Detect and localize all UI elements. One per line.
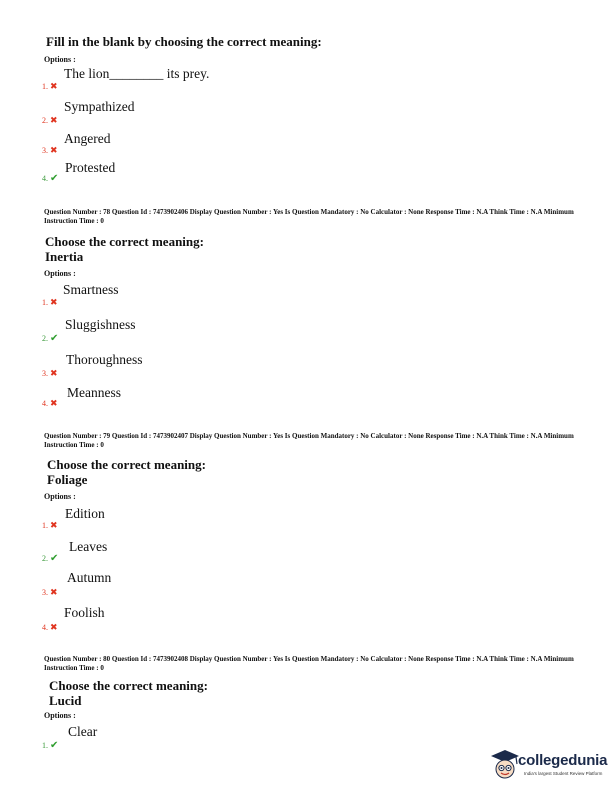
- option-79-3-marker: [42, 582, 58, 600]
- option-79-1-marker: [42, 515, 58, 533]
- question-78-title: Choose the correct meaning:: [45, 234, 204, 249]
- option-77-2-marker: [42, 110, 58, 128]
- option-number: 3.: [42, 369, 48, 378]
- option-80-1-marker: [42, 735, 58, 753]
- option-number: 1.: [42, 521, 48, 530]
- options-label: Options :: [44, 711, 76, 720]
- question-79-title: Choose the correct meaning:: [47, 457, 206, 472]
- option-80-1-text: Clear: [68, 724, 98, 739]
- question-79-word: Foliage: [47, 472, 88, 487]
- logo-tagline: India's largest Student Review Platform: [524, 771, 603, 776]
- question-80-meta: Question Number : 80 Question Id : 7473902408 Display Question Number : Yes Is Question Mandatory : No Calculator : None Response Time : N.A Think Time : N.A Minimum Instruction Time : 0: [44, 655, 574, 672]
- check-icon: ✔: [50, 740, 59, 751]
- check-icon: ✔: [50, 173, 59, 184]
- options-label: Options :: [44, 55, 76, 64]
- option-78-1-text: Smartness: [63, 282, 119, 297]
- option-78-1-marker: [42, 292, 58, 310]
- graduate-mascot-icon: [490, 748, 520, 784]
- option-77-1-text: The lion________ its prey.: [64, 66, 210, 81]
- collegedunia-logo: [490, 748, 606, 788]
- option-78-3-text: Thoroughness: [66, 352, 143, 367]
- question-79-meta: Question Number : 79 Question Id : 7473902407 Display Question Number : Yes Is Question Mandatory : No Calculator : None Response Time : N.A Think Time : N.A Minimum Instruction Time : 0: [44, 432, 574, 449]
- option-number: 1.: [42, 298, 48, 307]
- option-79-2-text: Leaves: [69, 539, 108, 554]
- option-number: 3.: [42, 588, 48, 597]
- options-label: Options :: [44, 269, 76, 278]
- option-78-4-text: Meanness: [67, 385, 121, 400]
- cross-icon: ✖: [50, 115, 58, 125]
- option-79-4-marker: [42, 617, 58, 635]
- option-number: 2.: [42, 334, 48, 343]
- check-icon: ✔: [50, 553, 59, 564]
- question-80-word: Lucid: [49, 693, 82, 708]
- option-78-3-marker: [42, 363, 58, 381]
- cross-icon: ✖: [50, 520, 58, 530]
- cross-icon: ✖: [50, 297, 58, 307]
- cross-icon: ✖: [50, 622, 58, 632]
- question-77-title: Fill in the blank by choosing the correct meaning:: [46, 34, 322, 49]
- option-77-3-text: Angered: [64, 131, 111, 146]
- option-78-4-marker: [42, 393, 58, 411]
- question-80-title: Choose the correct meaning:: [49, 678, 208, 693]
- logo-wordmark: collegedunia: [518, 752, 608, 769]
- option-78-2-text: Sluggishness: [65, 317, 136, 332]
- option-77-2-text: Sympathized: [64, 99, 135, 114]
- option-79-3-text: Autumn: [67, 570, 112, 585]
- option-number: 2.: [42, 554, 48, 563]
- option-number: 2.: [42, 116, 48, 125]
- option-number: 4.: [42, 623, 48, 632]
- option-number: 4.: [42, 399, 48, 408]
- option-number: 1.: [42, 741, 48, 750]
- question-78-word: Inertia: [45, 249, 84, 264]
- cross-icon: ✖: [50, 587, 58, 597]
- option-77-3-marker: [42, 140, 58, 158]
- cross-icon: ✖: [50, 398, 58, 408]
- option-79-4-text: Foolish: [64, 605, 105, 620]
- option-77-4-text: Protested: [65, 160, 116, 175]
- cross-icon: ✖: [50, 368, 58, 378]
- check-icon: ✔: [50, 333, 59, 344]
- option-79-2-marker: [42, 548, 58, 566]
- option-number: 3.: [42, 146, 48, 155]
- option-77-1-marker: [42, 76, 58, 94]
- cross-icon: ✖: [50, 81, 58, 91]
- cross-icon: ✖: [50, 145, 58, 155]
- options-label: Options :: [44, 492, 76, 501]
- option-77-4-marker: [42, 168, 58, 186]
- option-number: 1.: [42, 82, 48, 91]
- question-78-meta: Question Number : 78 Question Id : 7473902406 Display Question Number : Yes Is Question Mandatory : No Calculator : None Response Time : N.A Think Time : N.A Minimum Instruction Time : 0: [44, 208, 574, 225]
- option-79-1-text: Edition: [65, 506, 105, 521]
- option-number: 4.: [42, 174, 48, 183]
- option-78-2-marker: [42, 328, 58, 346]
